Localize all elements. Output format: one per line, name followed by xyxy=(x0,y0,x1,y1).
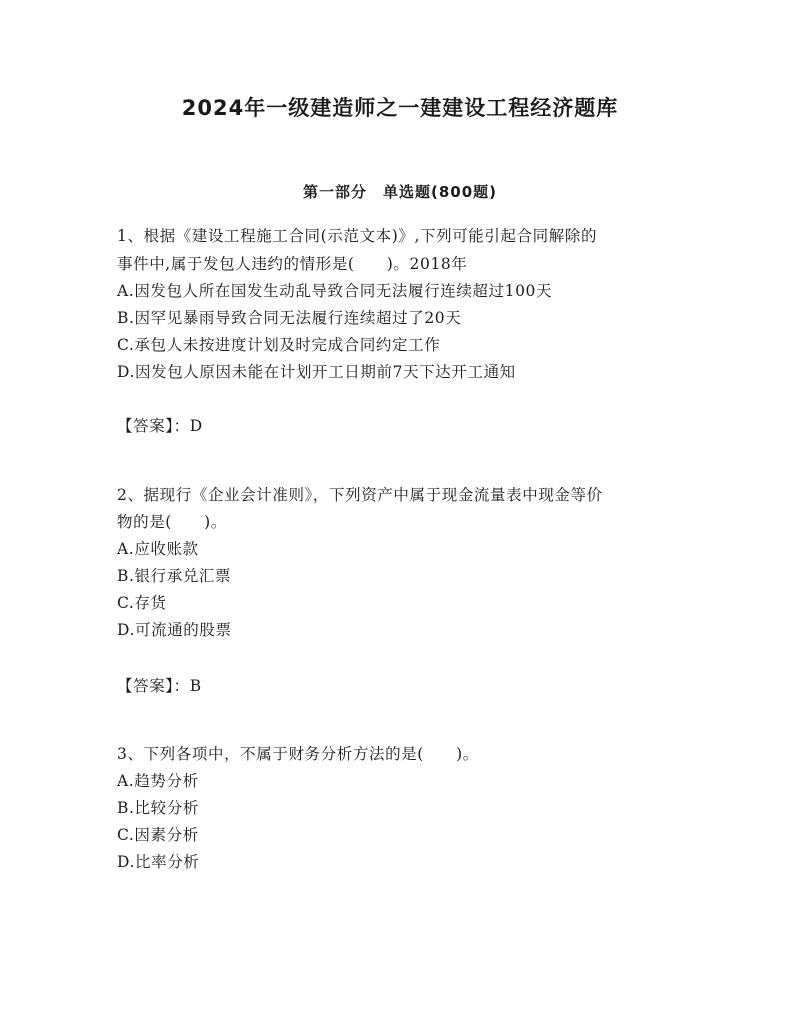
question-2-stem-line-1: 2、据现行《企业会计准则》，下列资产中属于现金流量表中现金等价 xyxy=(117,486,603,504)
document-title: 2024年一级建造师之一建建设工程经济题库 xyxy=(181,96,619,120)
question-3-option-b: B.比较分析 xyxy=(117,799,199,817)
question-3-stem-line-1: 3、下列各项中，不属于财务分析方法的是( )。 xyxy=(117,745,479,763)
question-1-option-a: A.因发包人所在国发生动乱导致合同无法履行连续超过100天 xyxy=(117,282,553,300)
question-2-answer: 【答案】：B xyxy=(117,677,202,695)
question-2-option-a: A.应收账款 xyxy=(117,540,199,558)
question-3-option-a: A.趋势分析 xyxy=(117,772,199,790)
question-1-answer: 【答案】：D xyxy=(117,417,203,435)
question-2-option-b: B.银行承兑汇票 xyxy=(117,567,232,585)
question-2-stem-line-2: 物的是( )。 xyxy=(117,513,227,531)
question-1-option-c: C.承包人未按进度计划及时完成合同约定工作 xyxy=(117,336,441,354)
section-title: 第一部分 单选题(800题) xyxy=(302,183,498,201)
question-3-option-d: D.比率分析 xyxy=(117,853,200,871)
question-1-option-d: D.因发包人原因未能在计划开工日期前7天下达开工通知 xyxy=(117,363,516,381)
question-1-option-b: B.因罕见暴雨导致合同无法履行连续超过了20天 xyxy=(117,309,462,327)
question-1-stem-line-1: 1、根据《建设工程施工合同(示范文本)》,下列可能引起合同解除的 xyxy=(117,227,598,245)
question-3-option-c: C.因素分析 xyxy=(117,826,199,844)
question-1-stem-line-2: 事件中,属于发包人违约的情形是( )。2018年 xyxy=(117,255,468,273)
question-2-option-c: C.存货 xyxy=(117,594,167,612)
question-2-option-d: D.可流通的股票 xyxy=(117,621,232,639)
